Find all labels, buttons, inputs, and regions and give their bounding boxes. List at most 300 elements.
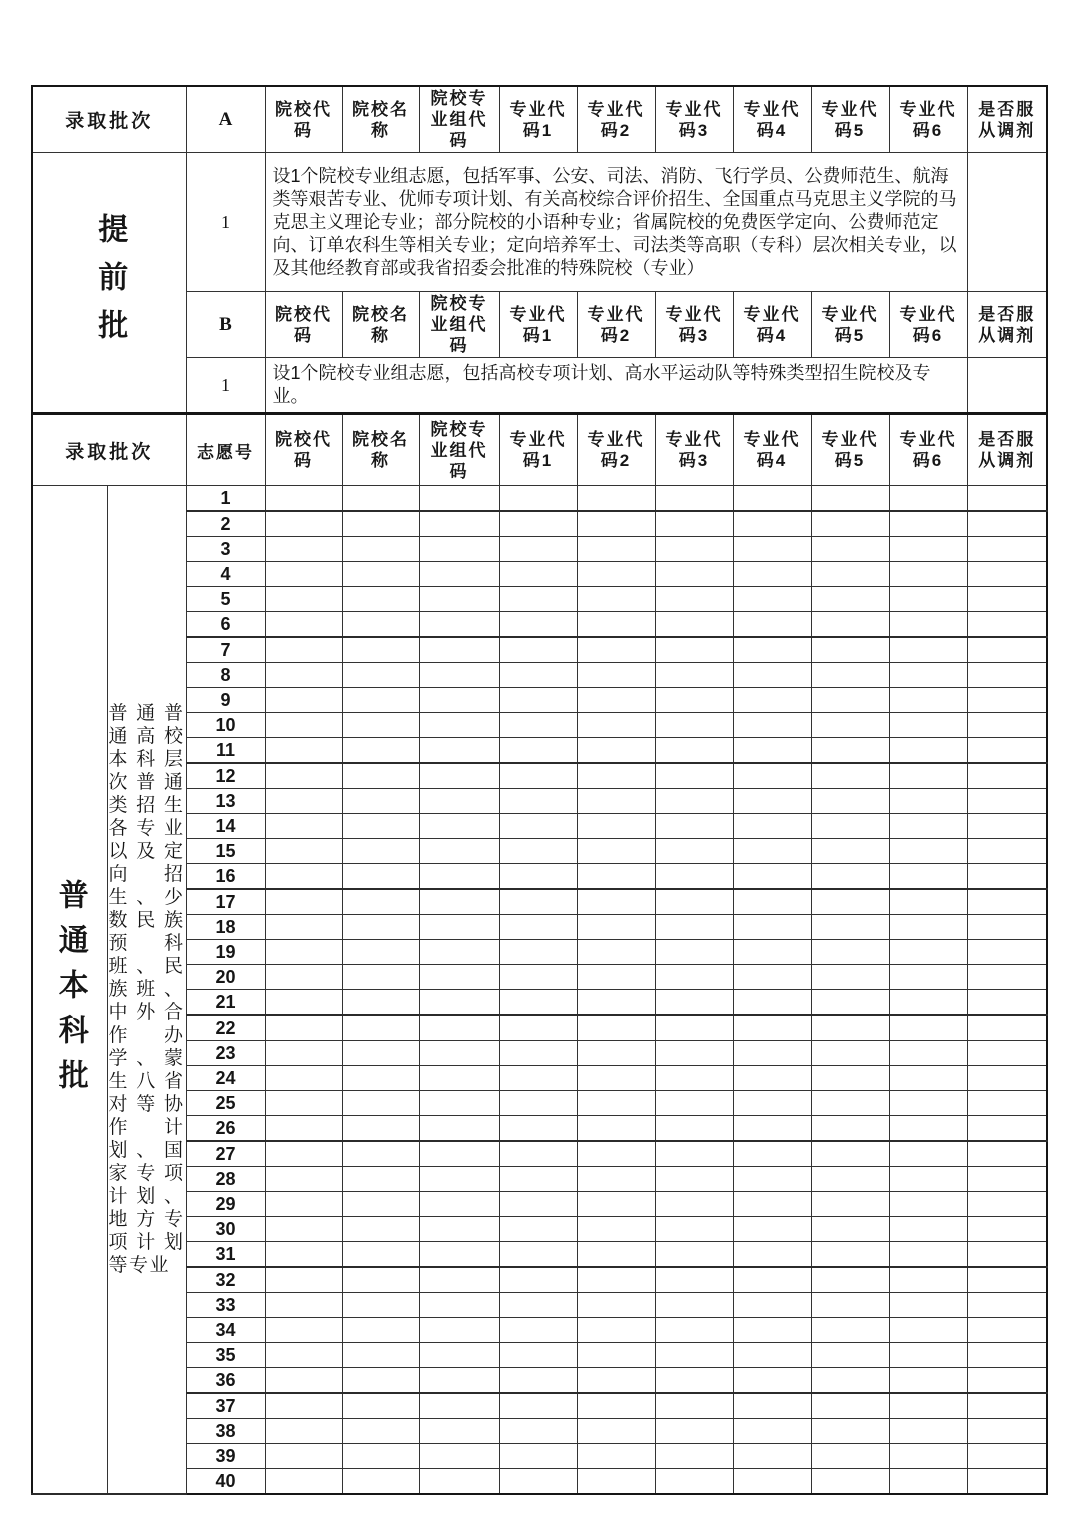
major-code-2-cell <box>577 1015 655 1041</box>
major-code-4-cell <box>733 486 811 512</box>
adjustment-consent-cell <box>967 915 1047 940</box>
major-code-2-cell <box>577 1368 655 1394</box>
major-group-code-cell <box>419 1419 499 1444</box>
major-code-5-cell <box>811 789 889 814</box>
major-code-2-cell <box>577 713 655 738</box>
major-code-5-cell <box>811 1242 889 1268</box>
adjustment-consent-cell <box>967 1041 1047 1066</box>
major-code-2-cell <box>577 889 655 915</box>
column-header-major-code-6: 专业代码6 <box>889 414 967 486</box>
column-header-major-code-4: 专业代码4 <box>733 414 811 486</box>
adjustment-consent-cell <box>967 965 1047 990</box>
major-code-4-cell <box>733 915 811 940</box>
column-header-major-code-2: 专业代码2 <box>577 86 655 153</box>
adjustment-consent-cell <box>967 486 1047 512</box>
institution-code-cell <box>265 1368 342 1394</box>
major-code-1-cell <box>499 940 577 965</box>
adjustment-consent-cell <box>967 562 1047 587</box>
major-code-1-cell <box>499 1116 577 1142</box>
major-code-2-cell <box>577 763 655 789</box>
adjustment-consent-cell <box>967 1267 1047 1293</box>
volunteer-number: 4 <box>186 562 265 587</box>
major-code-5-cell <box>811 915 889 940</box>
major-code-6-cell <box>889 1167 967 1192</box>
major-group-code-cell <box>419 1192 499 1217</box>
volunteer-row <box>32 486 1047 512</box>
institution-name-cell <box>342 738 419 764</box>
major-code-3-cell <box>655 1091 733 1116</box>
column-header-adjustment-consent: 是否服从调剂 <box>967 86 1047 153</box>
volunteer-number: 3 <box>186 537 265 562</box>
advance-a-volunteer-row <box>32 153 1047 292</box>
adjustment-consent-cell <box>967 587 1047 612</box>
adjustment-consent-cell <box>967 763 1047 789</box>
adjustment-consent-cell <box>967 1444 1047 1469</box>
advance-b-volunteer-number: 1 <box>186 358 265 414</box>
adjustment-consent-cell <box>967 1091 1047 1116</box>
adjustment-consent-cell <box>967 1192 1047 1217</box>
institution-name-cell <box>342 1066 419 1091</box>
major-code-6-cell <box>889 864 967 890</box>
major-code-6-cell <box>889 1066 967 1091</box>
major-code-5-cell <box>811 663 889 688</box>
major-code-4-cell <box>733 814 811 839</box>
major-code-3-cell <box>655 1167 733 1192</box>
adjustment-consent-cell <box>967 358 1047 414</box>
major-code-6-cell <box>889 1419 967 1444</box>
volunteer-number: 22 <box>186 1015 265 1041</box>
major-group-code-cell <box>419 1393 499 1419</box>
major-code-5-cell <box>811 814 889 839</box>
institution-code-cell <box>265 1293 342 1318</box>
major-group-code-cell <box>419 562 499 587</box>
major-code-3-cell <box>655 587 733 612</box>
major-code-5-cell <box>811 1192 889 1217</box>
major-code-2-cell <box>577 1267 655 1293</box>
institution-name-cell <box>342 1444 419 1469</box>
major-code-4-cell <box>733 1242 811 1268</box>
column-header-major-code-6: 专业代码6 <box>889 292 967 358</box>
major-code-4-cell <box>733 1293 811 1318</box>
major-code-2-cell <box>577 562 655 587</box>
column-header-major-code-3: 专业代码3 <box>655 86 733 153</box>
institution-code-cell <box>265 1116 342 1142</box>
column-header-major-code-5: 专业代码5 <box>811 414 889 486</box>
institution-name-cell <box>342 1318 419 1343</box>
institution-code-cell <box>265 663 342 688</box>
major-code-6-cell <box>889 562 967 587</box>
major-code-4-cell <box>733 1091 811 1116</box>
major-code-2-cell <box>577 789 655 814</box>
adjustment-consent-cell <box>967 1015 1047 1041</box>
major-code-2-cell <box>577 1141 655 1167</box>
major-code-2-cell <box>577 1469 655 1495</box>
major-group-code-cell <box>419 1293 499 1318</box>
major-code-1-cell <box>499 562 577 587</box>
major-code-5-cell <box>811 1141 889 1167</box>
volunteer-number: 36 <box>186 1368 265 1394</box>
institution-code-cell <box>265 1141 342 1167</box>
major-code-4-cell <box>733 1041 811 1066</box>
institution-code-cell <box>265 965 342 990</box>
major-code-4-cell <box>733 1444 811 1469</box>
major-code-1-cell <box>499 637 577 663</box>
major-code-5-cell <box>811 1167 889 1192</box>
major-code-4-cell <box>733 587 811 612</box>
major-code-5-cell <box>811 537 889 562</box>
major-code-1-cell <box>499 688 577 713</box>
major-code-3-cell <box>655 612 733 638</box>
major-code-3-cell <box>655 486 733 512</box>
major-code-5-cell <box>811 1116 889 1142</box>
major-code-4-cell <box>733 688 811 713</box>
column-header-major-code-1: 专业代码1 <box>499 414 577 486</box>
institution-code-cell <box>265 1015 342 1041</box>
adjustment-consent-cell <box>967 688 1047 713</box>
major-code-6-cell <box>889 1318 967 1343</box>
major-code-2-cell <box>577 537 655 562</box>
major-code-5-cell <box>811 839 889 864</box>
column-header-adjustment-consent: 是否服从调剂 <box>967 414 1047 486</box>
major-code-2-cell <box>577 688 655 713</box>
institution-name-cell <box>342 1015 419 1041</box>
column-header-major-code-1: 专业代码1 <box>499 292 577 358</box>
institution-name-cell <box>342 1267 419 1293</box>
adjustment-consent-cell <box>967 1293 1047 1318</box>
column-header-major-group-code: 院校专业组代码 <box>419 292 499 358</box>
major-code-6-cell <box>889 663 967 688</box>
major-code-4-cell <box>733 612 811 638</box>
advance-a-volunteer-number: 1 <box>186 153 265 292</box>
major-code-4-cell <box>733 562 811 587</box>
major-code-1-cell <box>499 1419 577 1444</box>
institution-name-cell <box>342 663 419 688</box>
major-code-6-cell <box>889 1091 967 1116</box>
major-code-6-cell <box>889 1469 967 1495</box>
major-code-1-cell <box>499 738 577 764</box>
adjustment-consent-cell <box>967 1141 1047 1167</box>
major-code-1-cell <box>499 1469 577 1495</box>
major-code-4-cell <box>733 637 811 663</box>
volunteer-number: 9 <box>186 688 265 713</box>
major-code-1-cell <box>499 864 577 890</box>
adjustment-consent-cell <box>967 1419 1047 1444</box>
volunteer-number: 24 <box>186 1066 265 1091</box>
institution-code-cell <box>265 637 342 663</box>
adjustment-consent-cell <box>967 1318 1047 1343</box>
major-code-5-cell <box>811 1267 889 1293</box>
major-code-1-cell <box>499 612 577 638</box>
major-code-3-cell <box>655 1015 733 1041</box>
column-header-institution-code: 院校代码 <box>265 86 342 153</box>
major-group-code-cell <box>419 688 499 713</box>
major-code-2-cell <box>577 990 655 1016</box>
major-code-1-cell <box>499 1368 577 1394</box>
major-code-1-cell <box>499 1167 577 1192</box>
major-code-2-cell <box>577 1167 655 1192</box>
major-code-2-cell <box>577 915 655 940</box>
major-code-2-cell <box>577 511 655 537</box>
major-code-1-cell <box>499 789 577 814</box>
adjustment-consent-cell <box>967 789 1047 814</box>
major-code-1-cell <box>499 1141 577 1167</box>
major-code-4-cell <box>733 1393 811 1419</box>
major-code-5-cell <box>811 889 889 915</box>
major-code-3-cell <box>655 1041 733 1066</box>
major-code-6-cell <box>889 1393 967 1419</box>
institution-code-cell <box>265 713 342 738</box>
major-code-1-cell <box>499 1343 577 1368</box>
institution-code-cell <box>265 915 342 940</box>
major-code-5-cell <box>811 587 889 612</box>
advance-b-description: 设1个院校专业组志愿，包括高校专项计划、高水平运动队等特殊类型招生院校及专业。 <box>265 358 967 414</box>
adjustment-consent-cell <box>967 153 1047 292</box>
institution-code-cell <box>265 839 342 864</box>
institution-name-cell <box>342 814 419 839</box>
major-code-2-cell <box>577 1242 655 1268</box>
major-code-1-cell <box>499 1267 577 1293</box>
major-group-code-cell <box>419 990 499 1016</box>
institution-name-cell <box>342 1368 419 1394</box>
major-group-code-cell <box>419 864 499 890</box>
major-code-2-cell <box>577 1343 655 1368</box>
major-group-code-cell <box>419 511 499 537</box>
major-code-2-cell <box>577 1293 655 1318</box>
volunteer-number: 17 <box>186 889 265 915</box>
adjustment-consent-cell <box>967 864 1047 890</box>
adjustment-consent-cell <box>967 814 1047 839</box>
institution-code-cell <box>265 1167 342 1192</box>
major-code-6-cell <box>889 738 967 764</box>
institution-name-cell <box>342 889 419 915</box>
major-code-2-cell <box>577 1419 655 1444</box>
major-code-6-cell <box>889 889 967 915</box>
major-group-code-cell <box>419 814 499 839</box>
major-code-1-cell <box>499 713 577 738</box>
major-code-5-cell <box>811 1444 889 1469</box>
major-group-code-cell <box>419 537 499 562</box>
major-code-6-cell <box>889 1444 967 1469</box>
volunteer-number: 33 <box>186 1293 265 1318</box>
major-code-1-cell <box>499 1015 577 1041</box>
major-code-5-cell <box>811 1091 889 1116</box>
major-code-6-cell <box>889 1015 967 1041</box>
major-code-6-cell <box>889 1141 967 1167</box>
major-code-3-cell <box>655 713 733 738</box>
institution-code-cell <box>265 688 342 713</box>
major-code-6-cell <box>889 814 967 839</box>
main-batch-rows <box>32 486 1047 1495</box>
major-code-1-cell <box>499 1393 577 1419</box>
institution-name-cell <box>342 1469 419 1495</box>
group-a-label: A <box>186 86 265 153</box>
institution-code-cell <box>265 1267 342 1293</box>
major-code-6-cell <box>889 1368 967 1394</box>
group-b-label: B <box>186 292 265 358</box>
institution-code-cell <box>265 990 342 1016</box>
major-code-2-cell <box>577 486 655 512</box>
major-code-4-cell <box>733 1066 811 1091</box>
major-code-2-cell <box>577 1393 655 1419</box>
major-code-6-cell <box>889 537 967 562</box>
major-code-1-cell <box>499 990 577 1016</box>
main-batch-name-cell <box>32 486 107 1495</box>
major-group-code-cell <box>419 1041 499 1066</box>
major-code-2-cell <box>577 1041 655 1066</box>
volunteer-number: 11 <box>186 738 265 764</box>
major-code-6-cell <box>889 1217 967 1242</box>
volunteer-number: 6 <box>186 612 265 638</box>
major-code-1-cell <box>499 1444 577 1469</box>
major-group-code-cell <box>419 1368 499 1394</box>
major-code-3-cell <box>655 537 733 562</box>
institution-code-cell <box>265 889 342 915</box>
column-header-institution-name: 院校名称 <box>342 414 419 486</box>
major-group-code-cell <box>419 1267 499 1293</box>
major-code-4-cell <box>733 1419 811 1444</box>
major-code-1-cell <box>499 663 577 688</box>
volunteer-number: 21 <box>186 990 265 1016</box>
major-code-4-cell <box>733 511 811 537</box>
institution-name-cell <box>342 1242 419 1268</box>
volunteer-number: 20 <box>186 965 265 990</box>
institution-code-cell <box>265 864 342 890</box>
volunteer-number: 28 <box>186 1167 265 1192</box>
major-code-2-cell <box>577 1116 655 1142</box>
volunteer-number: 2 <box>186 511 265 537</box>
major-code-6-cell <box>889 965 967 990</box>
adjustment-consent-cell <box>967 1167 1047 1192</box>
institution-name-cell <box>342 1091 419 1116</box>
major-code-4-cell <box>733 990 811 1016</box>
adjustment-consent-cell <box>967 940 1047 965</box>
column-header-major-code-4: 专业代码4 <box>733 86 811 153</box>
major-code-5-cell <box>811 1015 889 1041</box>
major-code-5-cell <box>811 738 889 764</box>
institution-code-cell <box>265 1318 342 1343</box>
adjustment-consent-cell <box>967 1242 1047 1268</box>
volunteer-number: 38 <box>186 1419 265 1444</box>
major-code-6-cell <box>889 789 967 814</box>
major-group-code-cell <box>419 763 499 789</box>
major-group-code-cell <box>419 1116 499 1142</box>
major-group-code-cell <box>419 738 499 764</box>
volunteer-number: 31 <box>186 1242 265 1268</box>
institution-code-cell <box>265 1041 342 1066</box>
major-code-2-cell <box>577 940 655 965</box>
major-code-5-cell <box>811 1318 889 1343</box>
volunteer-number: 29 <box>186 1192 265 1217</box>
adjustment-consent-cell <box>967 990 1047 1016</box>
institution-name-cell <box>342 1116 419 1142</box>
major-code-5-cell <box>811 990 889 1016</box>
major-code-2-cell <box>577 965 655 990</box>
column-header-institution-name: 院校名称 <box>342 292 419 358</box>
major-group-code-cell <box>419 663 499 688</box>
major-group-code-cell <box>419 1242 499 1268</box>
volunteer-number: 25 <box>186 1091 265 1116</box>
major-code-3-cell <box>655 1217 733 1242</box>
adjustment-consent-cell <box>967 1116 1047 1142</box>
major-code-1-cell <box>499 537 577 562</box>
major-code-2-cell <box>577 1217 655 1242</box>
institution-name-cell <box>342 864 419 890</box>
major-code-3-cell <box>655 1192 733 1217</box>
major-code-1-cell <box>499 1318 577 1343</box>
major-code-5-cell <box>811 713 889 738</box>
institution-code-cell <box>265 763 342 789</box>
major-code-6-cell <box>889 587 967 612</box>
institution-name-cell <box>342 1167 419 1192</box>
major-group-code-cell <box>419 789 499 814</box>
major-code-2-cell <box>577 637 655 663</box>
volunteer-number: 10 <box>186 713 265 738</box>
institution-name-cell <box>342 1343 419 1368</box>
major-code-4-cell <box>733 889 811 915</box>
major-code-4-cell <box>733 738 811 764</box>
advance-batch-name: 提前批 <box>93 212 127 357</box>
institution-code-cell <box>265 1066 342 1091</box>
volunteer-number: 27 <box>186 1141 265 1167</box>
major-group-code-cell <box>419 940 499 965</box>
major-code-5-cell <box>811 864 889 890</box>
institution-name-cell <box>342 965 419 990</box>
major-code-5-cell <box>811 486 889 512</box>
volunteer-number: 18 <box>186 915 265 940</box>
batch-column-header: 录取批次 <box>32 86 186 153</box>
major-code-1-cell <box>499 1091 577 1116</box>
major-group-code-cell <box>419 713 499 738</box>
institution-code-cell <box>265 940 342 965</box>
major-code-3-cell <box>655 511 733 537</box>
major-code-4-cell <box>733 1267 811 1293</box>
institution-name-cell <box>342 990 419 1016</box>
major-code-5-cell <box>811 1419 889 1444</box>
institution-code-cell <box>265 1217 342 1242</box>
major-group-code-cell <box>419 1318 499 1343</box>
major-code-3-cell <box>655 663 733 688</box>
major-code-4-cell <box>733 1469 811 1495</box>
volunteer-number: 34 <box>186 1318 265 1343</box>
major-group-code-cell <box>419 637 499 663</box>
major-code-1-cell <box>499 763 577 789</box>
adjustment-consent-cell <box>967 637 1047 663</box>
institution-name-cell <box>342 915 419 940</box>
institution-name-cell <box>342 537 419 562</box>
adjustment-consent-cell <box>967 1393 1047 1419</box>
volunteer-number: 13 <box>186 789 265 814</box>
volunteer-number: 37 <box>186 1393 265 1419</box>
institution-name-cell <box>342 763 419 789</box>
main-batch-table <box>31 413 1048 1495</box>
major-code-5-cell <box>811 562 889 587</box>
major-code-2-cell <box>577 612 655 638</box>
institution-code-cell <box>265 511 342 537</box>
adjustment-consent-cell <box>967 612 1047 638</box>
major-group-code-cell <box>419 1469 499 1495</box>
major-code-5-cell <box>811 965 889 990</box>
major-code-1-cell <box>499 889 577 915</box>
major-code-3-cell <box>655 688 733 713</box>
major-group-code-cell <box>419 486 499 512</box>
major-code-5-cell <box>811 1066 889 1091</box>
column-header-institution-name: 院校名称 <box>342 86 419 153</box>
column-header-major-code-5: 专业代码5 <box>811 292 889 358</box>
institution-code-cell <box>265 1091 342 1116</box>
major-code-4-cell <box>733 1217 811 1242</box>
major-code-3-cell <box>655 965 733 990</box>
major-code-6-cell <box>889 1343 967 1368</box>
